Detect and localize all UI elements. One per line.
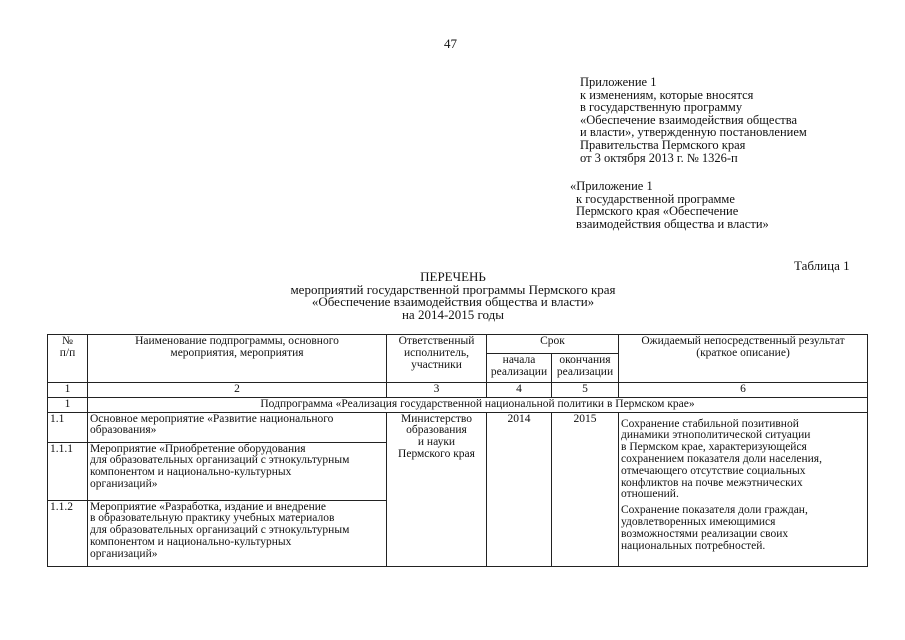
subprogram-row <box>48 397 868 412</box>
document-heading <box>200 271 706 321</box>
column-number-row <box>48 383 868 398</box>
appendix-1-line: «Обеспечение взаимодействия общества <box>580 112 798 127</box>
appendix-1-line: от 3 октября 2013 г. № 1326-п <box>580 150 738 165</box>
heading-line: мероприятий государственной программы Пермского края <box>290 281 616 297</box>
row-num: 1.1.2 <box>48 500 88 566</box>
result-text: Сохранение стабильной позитивной динамики этнополитической ситуации в Пермском крае, характеризующейся сохранением показателя доли населения, отмечающего отсутствие социальных конфликтов на почве межэтнических отношений. <box>621 417 822 501</box>
appendix-1-line: Приложение 1 <box>580 75 657 89</box>
header-result: Ожидаемый непосредственный результат (краткое описание) <box>619 335 868 383</box>
row-num: 1.1.1 <box>48 442 88 500</box>
header-num: № п/п <box>48 335 88 383</box>
column-number: 3 <box>387 383 487 398</box>
appendix-1-line: и власти», утвержденную постановлением <box>580 125 807 140</box>
row-num: 1.1 <box>48 412 88 442</box>
column-number: 6 <box>619 383 868 398</box>
column-number: 1 <box>48 383 88 398</box>
appendix-2-line: «Приложение 1 <box>570 179 653 193</box>
subprogram-num: 1 <box>48 397 88 412</box>
table-row <box>48 412 868 442</box>
table-label: Таблица 1 <box>794 258 850 273</box>
subprogram-title: Подпрограмма «Реализация государственной национальной политики в Пермском крае» <box>88 397 868 412</box>
appendix-2-line: взаимодействия общества и власти» <box>576 216 769 231</box>
row-name: Мероприятие «Разработка, издание и внедрение в образовательную практику учебных материалов для образовательных организаций с этнокультурным компонентом и национально-культурных организаций» <box>88 500 387 566</box>
appendix-1-line: в государственную программу <box>580 100 743 115</box>
appendix-1-line: Правительства Пермского края <box>580 137 746 152</box>
appendix-1-block <box>580 76 807 164</box>
result-text: Сохранение показателя доли граждан, удовлетворенных имеющимися возможностями реализации своих национальных потребностей. <box>621 504 808 552</box>
appendix-2-line: к государственной программе <box>576 191 735 206</box>
appendix-2-block <box>570 180 769 230</box>
heading-line: «Обеспечение взаимодействия общества и власти» <box>311 294 595 309</box>
end-year-cell: 2015 <box>552 412 619 566</box>
appendix-2-line: Пермского края «Обеспечение <box>576 204 739 219</box>
column-number: 5 <box>552 383 619 398</box>
header-start: начала реализации <box>487 354 552 383</box>
start-year-cell: 2014 <box>487 412 552 566</box>
events-table <box>47 334 868 567</box>
header-name: Наименование подпрограммы, основного мероприятия, мероприятия <box>88 335 387 383</box>
column-number: 2 <box>88 383 387 398</box>
appendix-1-line: к изменениям, которые вносятся <box>580 87 754 102</box>
result-cell <box>619 412 868 566</box>
header-end: окончания реализации <box>552 354 619 383</box>
heading-title: ПЕРЕЧЕНЬ <box>420 269 486 284</box>
header-term: Срок <box>487 335 619 354</box>
row-name: Основное мероприятие «Развитие национального образования» <box>88 412 387 442</box>
heading-line: на 2014-2015 годы <box>401 306 505 322</box>
page-number: 47 <box>444 36 457 51</box>
column-number: 4 <box>487 383 552 398</box>
row-name: Мероприятие «Приобретение оборудования для образовательных организаций с этнокультурным компонентом и национально-культурных организаций» <box>88 442 387 500</box>
header-executor: Ответственный исполнитель, участники <box>387 335 487 383</box>
executor-cell: Министерство образования и науки Пермского края <box>387 412 487 566</box>
